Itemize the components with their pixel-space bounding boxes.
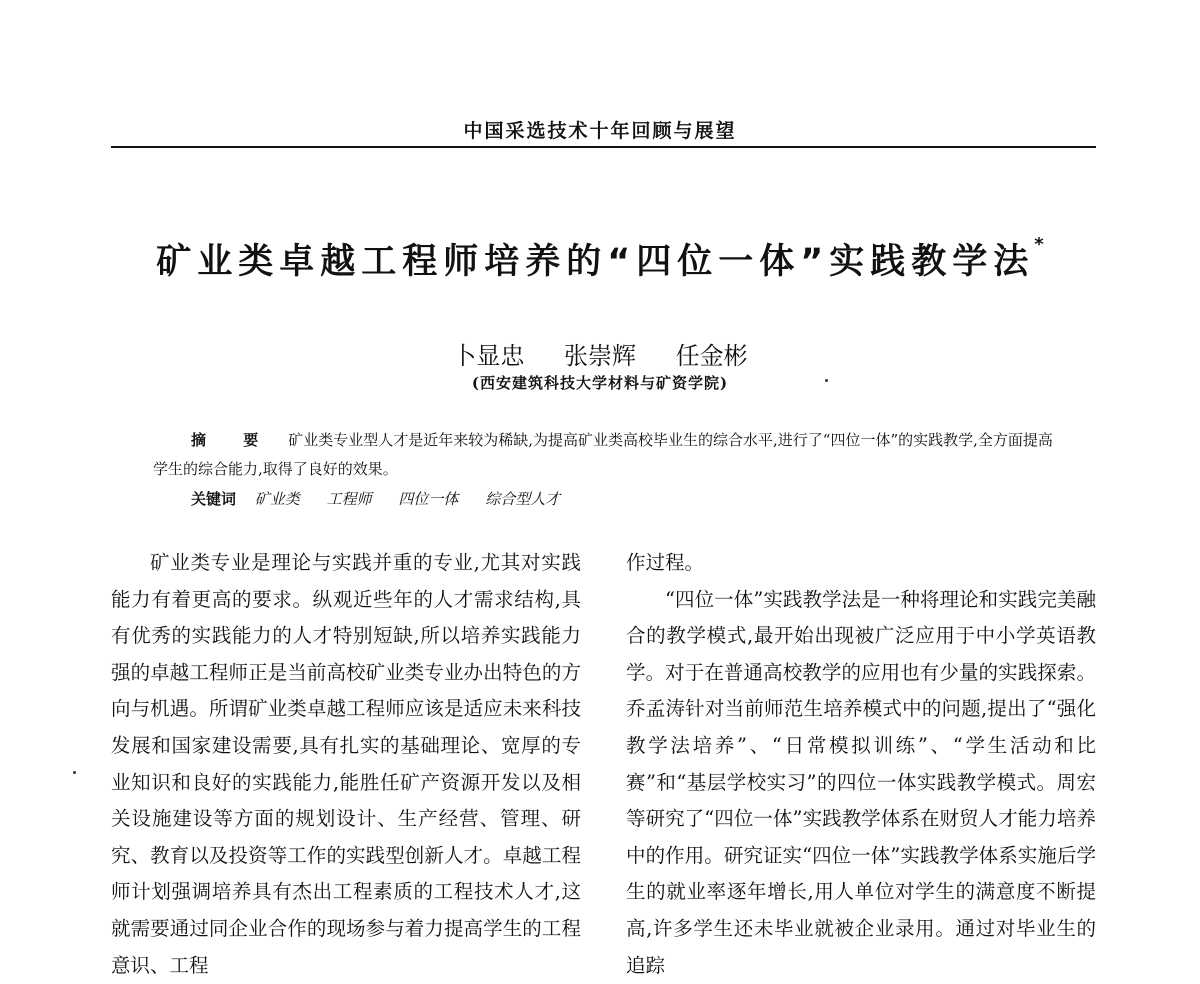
scan-speck: [825, 379, 828, 382]
body-paragraph: 矿业类专业是理论与实践并重的专业,尤其对实践能力有着更高的要求。纵观近些年的人才需求结构,具有优秀的实践能力的人才特别短缺,所以培养实践能力强的卓越工程师正是当前高校矿业类专业办出特色的方向与机遇。所谓矿业类卓越工程师应该是适应未来科技发展和国家建设需要,具有扎实的基础理论、宽厚的专业知识和良好的实践能力,能胜任矿产资源开发以及相关设施建设等方面的规划设计、生产经营、管理、研究、教育以及投资等工作的实践型创新人才。卓越工程师计划强调培养具有杰出工程素质的工程技术人才,这就需要通过同企业合作的现场参与着力提高学生的工程意识、工程: [111, 551, 581, 977]
keyword: 四位一体: [398, 490, 459, 508]
body-left-column: [111, 545, 581, 984]
running-header: 中国采选技术十年回顾与展望: [463, 120, 737, 142]
scan-speck: [73, 771, 76, 774]
keywords: [191, 488, 1051, 509]
abstract-label: 摘 要: [191, 431, 275, 449]
author-name: 任金彬: [675, 342, 748, 370]
author-name: 张崇辉: [564, 342, 636, 370]
keyword: 综合型人才: [485, 490, 561, 508]
abstract-text: 矿业类专业型人才是近年来较为稀缺,为提高矿业类高校毕业生的综合水平,进行了“四位一体”的实践教学,全方面提高学生的综合能力,取得了良好的效果。: [153, 431, 1053, 478]
body-right-column: [626, 545, 1096, 984]
body-paragraph-continued: 作过程。: [626, 551, 705, 574]
keywords-label: 关键词: [191, 490, 237, 508]
paper-title: [0, 234, 1200, 284]
keyword: 矿业类: [254, 490, 300, 508]
abstract: [153, 426, 1058, 484]
author-name: 卜显忠: [452, 342, 525, 370]
header-rule: [111, 146, 1096, 148]
body-paragraph: “四位一体”实践教学法是一种将理论和实践完美融合的教学模式,最开始出现被广泛应用于中小学英语教学。对于在普通高校教学的应用也有少量的实践探索。乔孟涛针对当前师范生培养模式中的问题,提出了“强化教学法培养”、“日常模拟训练”、“学生活动和比赛”和“基层学校实习”的四位一体实践教学模式。周宏等研究了“四位一体”实践教学体系在财贸人才能力培养中的作用。研究证实“四位一体”实践教学体系实施后学生的就业率逐年增长,用人单位对学生的满意度不断提高,许多学生还未毕业就被企业录用。通过对毕业生的追踪: [626, 587, 1096, 977]
author-list: [0, 336, 1200, 371]
keyword: 工程师: [326, 490, 372, 508]
paper-title-text: 矿业类卓越工程师培养的“四位一体”实践教学法: [156, 242, 1035, 282]
affiliation: (西安建筑科技大学材料与矿资学院): [471, 374, 729, 392]
title-footnote-mark: *: [1034, 234, 1044, 255]
